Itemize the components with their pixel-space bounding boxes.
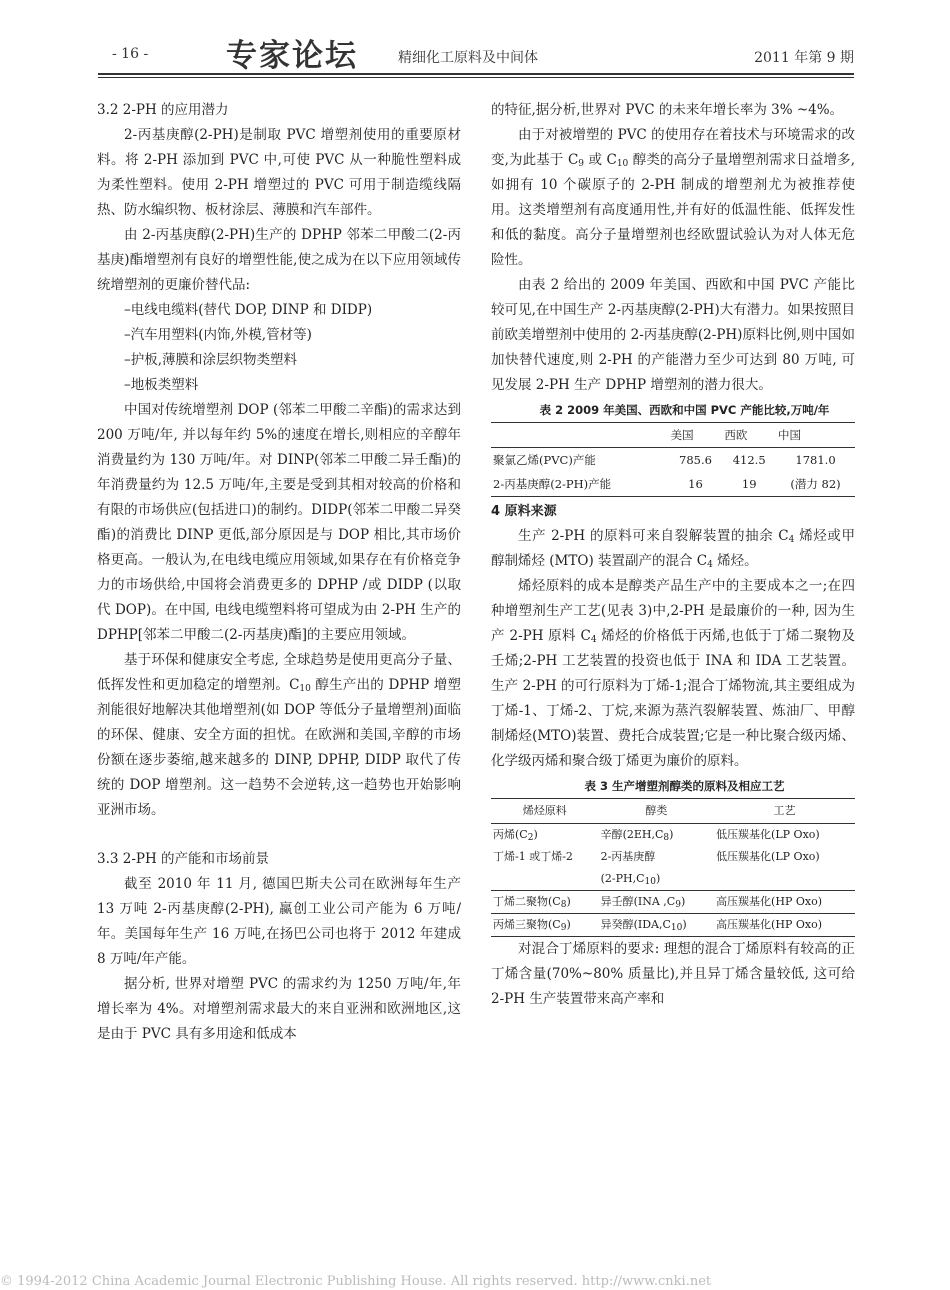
table-header-cell: 西欧 [722,423,776,448]
table-row: 聚氯乙烯(PVC)产能 785.6 412.5 1781.0 [493,453,836,467]
table-2 [491,422,855,497]
table-3-caption: 表 3 生产增塑剂醇类的原料及相应工艺 [584,779,785,793]
copyright-footer: © 1994-2012 China Academic Journal Electronic Publishing House. All rights reserved. http://www.cnki.net [0,1274,712,1289]
table-header-cell: 工艺 [714,799,855,824]
paragraph: 的特征,据分析,世界对 PVC 的未来年增长率为 3% ~4%。 [491,102,844,118]
paragraph: 烯烃原料的成本是醇类产品生产中的主要成本之一;在四种增塑剂生产工艺(见表 3)中,2-PH 是最廉价的一种, 因为生产 2-PH 原料 $C_4$ 烯烃的价格低于丙烯,也低于丁烯二聚物及壬烯;2-PH 工艺装置的投资也低于 INA 和 IDA 工艺装置。生产 2-PH 的可行原料为丁烯-1;混合丁烯物流,其主要组成为丁烯-1、丁烯-2、丁烷,来源为蒸汽裂解装置、炼油厂、甲醇制烯烃(MTO)装置、费托合成装置;它是一种比聚合级丙烯、化学级丙烯和聚合级丁烯更为廉价的原料。 [491,578,855,769]
table-header-cell [491,423,669,448]
section-title: 专家论坛 [226,38,358,74]
paragraph: 基于环保和健康安全考虑, 全球趋势是使用更高分子量、低挥发性和更加稳定的增塑剂。$C_{10}$ 醇生产出的 DPHP 增塑剂能很好地解决其他增塑剂(如 DOP 等低分子量增塑剂)面临的环保、健康、安全方面的担忧。在欧洲和美国,辛醇的市场份额在逐步萎缩,越来越多的 DINP, DPHP, DIDP 取代了传统的 DOP 增塑剂。这一趋势不会逆转,这一趋势也开始影响亚洲市场。 [97,652,461,818]
list-item: –护板,薄膜和涂层织物类塑料 [124,352,298,368]
paragraph: 对混合丁烯原料的要求: 理想的混合丁烯原料有较高的正丁烯含量(70%~80% 质量比),并且异丁烯含量较低, 这可给 2-PH 生产装置带来高产率和 [491,941,855,1007]
table-row: 2-丙基庚醇(2-PH)产能 16 19 (潜力 82) [493,477,841,491]
paragraph: 据分析, 世界对增塑 PVC 的需求约为 1250 万吨/年,年增长率为 4%。对增塑剂需求最大的来自亚洲和欧洲地区,这是由于 PVC 具有多用途和低成本 [97,976,461,1042]
table-row: 丁烯二聚物$(C_8)$ 异壬醇(INA $,C_9$) 高压羰基化(HP Oxo) [491,891,855,914]
table-header-cell: 烯烃原料 [491,799,599,824]
table-row: 丁烯-1 或丁烯-2 2-丙基庚醇 低压羰基化(LP Oxo) [493,850,820,863]
table-row: 丙烯三聚物$(C_9)$ 异癸醇$(IDA,C_{10})$ 高压羰基化(HP Oxo) [491,914,855,937]
right-column [491,98,855,1012]
list-item: –汽车用塑料(内饰,外模,管材等) [124,327,312,343]
list-item: –电线电缆料(替代 DOP, DINP 和 DIDP) [124,302,373,318]
table-header-cell: 中国 [776,423,855,448]
table-2-caption: 表 2 2009 年美国、西欧和中国 PVC 产能比较,万吨/年 [539,403,830,417]
page-header [98,30,854,74]
list-item: –地板类塑料 [124,377,199,393]
table-header-cell: 美国 [669,423,723,448]
issue-label: 2011 年第 9 期 [754,50,854,66]
section-4-title: 4 原料来源 [491,504,557,519]
table-header-cell: 醇类 [599,799,714,824]
header-rule-thin [98,77,854,78]
table-row: $(2-PH,C_{10})$ [600,872,661,887]
table-3 [491,798,855,937]
paragraph: 由于对被增塑的 PVC 的使用存在着技术与环境需求的改变,为此基于 $C_9$ 或 $C_{10}$ 醇类的高分子量增塑剂需求日益增多,如拥有 10 个碳原子的 2-PH 制成的增塑剂尤为被推荐使用。这类增塑剂有高度通用性,并有好的低温性能、低挥发性和低的黏度。高分子量增塑剂也经欧盟试验认为对人体无危险性。 [491,127,855,268]
section-3-2-title: 3.2 2-PH 的应用潜力 [97,102,229,118]
paragraph: 2-丙基庚醇(2-PH)是制取 PVC 增塑剂使用的重要原材料。将 2-PH 添加到 PVC 中,可使 PVC 从一种脆性塑料成为柔性塑料。使用 2-PH 增塑过的 PVC 可用于制造缆线隔热、防水编织物、板材涂层、薄膜和汽车部件。 [97,127,461,218]
left-column [97,98,461,1047]
journal-name: 精细化工原料及中间体 [398,50,538,66]
page-number: - 16 - [112,46,149,62]
header-rule-thick [98,73,854,75]
paragraph: 生产 2-PH 的原料可来自裂解装置的抽余 $C_4$ 烯烃或甲醇制烯烃 (MTO) 装置副产的混合 $C_4$ 烯烃。 [491,528,855,570]
paragraph: 由表 2 给出的 2009 年美国、西欧和中国 PVC 产能比较可见,在中国生产 2-丙基庚醇(2-PH)大有潜力。如果按照目前欧美增塑剂中使用的 2-丙基庚醇(2-PH)原料比例,则中国如加快替代速度,则 2-PH 的产能潜力至少可达到 80 万吨, 可见发展 2-PH 生产 DPHP 增塑剂的潜力很大。 [491,277,855,393]
paragraph: 截至 2010 年 11 月, 德国巴斯夫公司在欧洲每年生产 13 万吨 2-丙基庚醇(2-PH), 赢创工业公司产能为 6 万吨/年。美国每年生产 16 万吨,在扬巴公司也将于 2012 年建成 8 万吨/年产能。 [97,876,461,967]
section-3-3-title: 3.3 2-PH 的产能和市场前景 [97,851,270,867]
table-row: 丙烯$(C_2)$ 辛醇$(2EH,C_8)$ 低压羰基化(LP Oxo) [493,828,820,843]
paragraph: 由 2-丙基庚醇(2-PH)生产的 DPHP 邻苯二甲酸二(2-丙基庚)酯增塑剂有良好的增塑性能,使之成为在以下应用领域传统增塑剂的更廉价替代品: [97,227,461,293]
paragraph: 中国对传统增塑剂 DOP (邻苯二甲酸二辛酯)的需求达到 200 万吨/年, 并以每年约 5%的速度在增长,则相应的辛醇年消费量约为 130 万吨/年。对 DINP(邻苯二甲酸二异壬酯)的年消费量约为 12.5 万吨/年,主要是受到其相对较高的价格和有限的市场供应(包括进口)的制约。DIDP(邻苯二甲酸二异癸酯)的消费比 DINP 更低,部分原因是与 DOP 相比,其市场价格更高。一般认为,在电线电缆应用领域,如果存在有价格竞争力的市场供给,中国将会消费更多的 DPHP /或 DIDP (以取代 DOP)。在中国, 电线电缆塑料将可望成为由 2-PH 生产的 DPHP[邻苯二甲酸二(2-丙基庚)酯]的主要应用领域。 [97,402,461,643]
